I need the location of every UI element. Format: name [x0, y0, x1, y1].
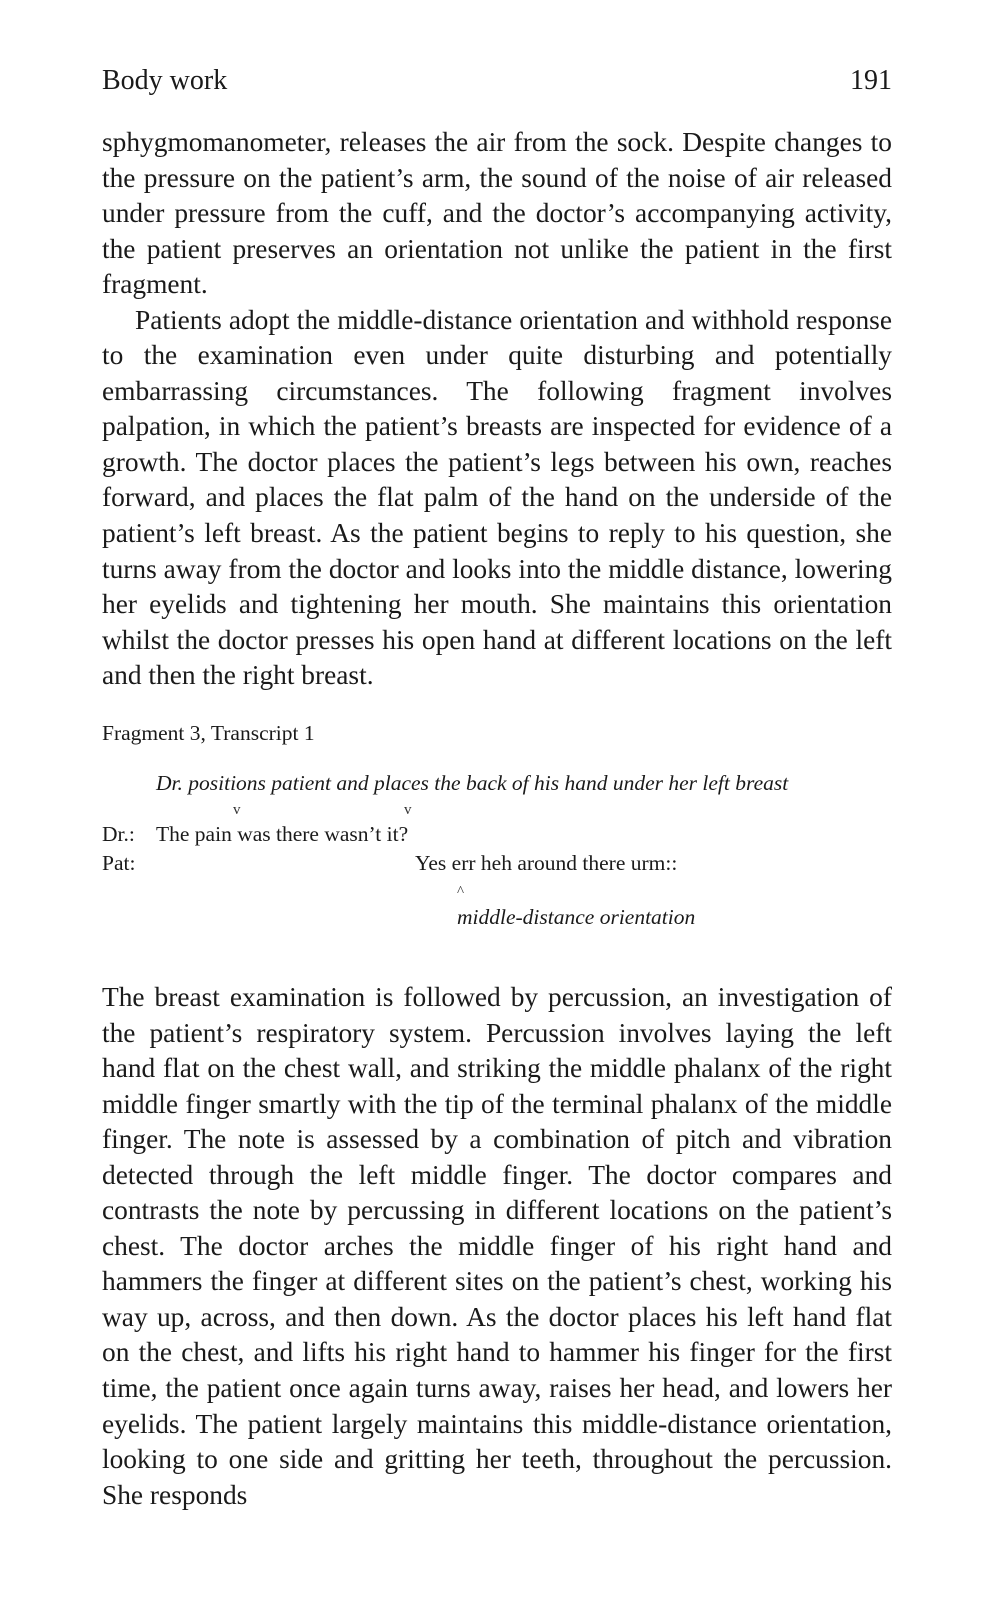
action-note: Dr. positions patient and places the back of his hand under her left breast: [156, 771, 789, 795]
paragraph-percussion: The breast examination is followed by percussion, an investigation of the patient’s respiratory system. Percussion involves laying the left hand flat on the chest wall, and striking the middle phalanx of the right middle finger smartly with the tip of the terminal phalanx of the middle finger. The note is assessed by a combination of pitch and vibration detected through the left middle finger. The doctor compares and contrasts the note by percussing in different locations on the patient’s chest. The doctor arches the middle finger of his right hand and hammers the finger at different sites on the patient’s chest, working his way up, across, and then down. As the doctor places his left hand flat on the chest, and lifts his right hand to hammer his finger for the first time, the patient once again turns away, raises her head, and lowers her eyelids. The patient largely maintains this middle-distance orientation, looking to one side and gritting her teeth, throughout the percussion. She responds: [102, 982, 892, 1510]
running-head: [102, 64, 892, 98]
up-marker: ^: [457, 884, 465, 900]
utterance-doctor: The pain was there wasn’t it?: [156, 822, 409, 846]
utterance-patient: Yes err heh around there urm::: [415, 851, 678, 875]
down-marker: v: [404, 802, 412, 818]
orientation-note: middle-distance orientation: [457, 905, 696, 929]
body-text-bottom: [102, 980, 892, 1513]
speaker-label-patient: Pat:: [102, 851, 136, 875]
body-text-top: [102, 125, 892, 694]
paragraph-palpation: Patients adopt the middle-distance orientation and withhold response to the examination even under quite disturbing and potentially embarrassing circumstances. The following fragment involves palpation, in which the patient’s breasts are inspected for evidence of a growth. The doctor places the patient’s legs between his own, reaches forward, and places the flat palm of the hand on the underside of the patient’s left breast. As the patient begins to reply to his question, she turns away from the doctor and looks into the middle distance, lowering her eyelids and tightening her mouth. She maintains this orientation whilst the doctor presses his open hand at different locations on the left and then the right breast.: [102, 304, 892, 691]
transcript-fragment: [102, 720, 892, 950]
running-title: Body work: [102, 65, 228, 96]
speaker-label-doctor: Dr.:: [102, 822, 135, 846]
down-marker: v: [233, 802, 241, 818]
page-number: 191: [850, 65, 892, 96]
fragment-caption: Fragment 3, Transcript 1: [102, 721, 315, 745]
paragraph-continued: sphygmomanometer, releases the air from the sock. Despite changes to the pressure on the patient’s arm, the sound of the noise of air released under pressure from the cuff, and the doctor’s accompanying activity, the patient preserves an orientation not unlike the patient in the first fragment.: [102, 127, 892, 300]
